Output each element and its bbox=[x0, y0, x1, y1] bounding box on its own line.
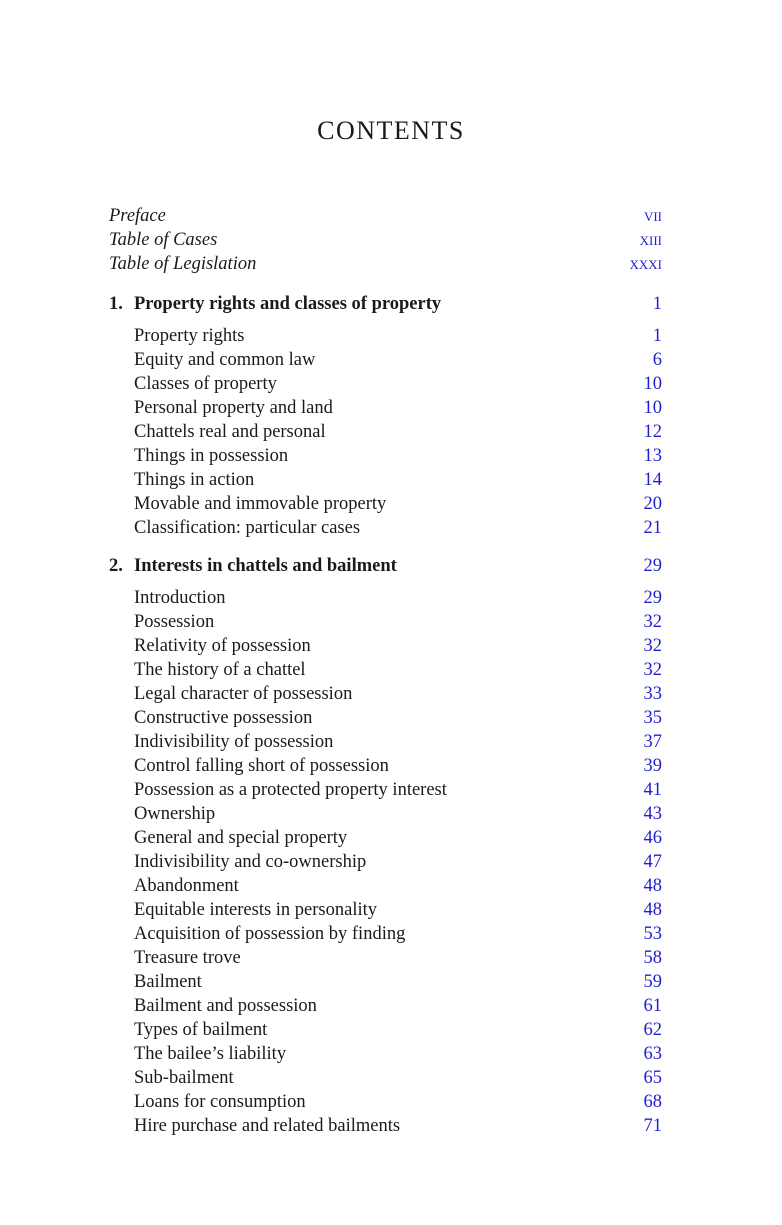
section-label: Relativity of possession bbox=[134, 636, 311, 656]
section-label: Personal property and land bbox=[134, 398, 333, 418]
section-label: Things in action bbox=[134, 470, 255, 490]
chapter-number: 1. bbox=[109, 294, 123, 314]
section-page-link[interactable]: 68 bbox=[643, 1092, 662, 1112]
section-label: Treasure trove bbox=[134, 948, 241, 968]
section-label: Indivisibility of possession bbox=[134, 732, 334, 752]
section-label: Control falling short of possession bbox=[134, 756, 389, 776]
toc-section-entry[interactable] bbox=[109, 468, 662, 492]
section-label: Property rights bbox=[134, 326, 245, 346]
toc-section-entry[interactable] bbox=[109, 1114, 662, 1138]
entry-page-link[interactable]: xxxi bbox=[629, 254, 662, 274]
toc-section-entry[interactable] bbox=[109, 372, 662, 396]
toc-section-entry[interactable] bbox=[109, 492, 662, 516]
chapter-title: Property rights and classes of property bbox=[134, 294, 442, 314]
section-label: Classes of property bbox=[134, 374, 277, 394]
toc-section-entry[interactable] bbox=[109, 1066, 662, 1090]
section-page-link[interactable]: 10 bbox=[643, 374, 662, 394]
section-label: Introduction bbox=[134, 588, 226, 608]
toc-section-entry[interactable] bbox=[109, 610, 662, 634]
section-page-link[interactable]: 14 bbox=[643, 470, 662, 490]
toc-chapter-entry[interactable] bbox=[109, 554, 662, 578]
section-label: Possession as a protected property interest bbox=[134, 780, 447, 800]
section-page-link[interactable]: 13 bbox=[643, 446, 662, 466]
toc-section-entry[interactable] bbox=[109, 922, 662, 946]
spacer bbox=[109, 578, 662, 586]
section-page-link[interactable]: 10 bbox=[643, 398, 662, 418]
section-page-link[interactable]: 12 bbox=[643, 422, 662, 442]
toc-section-entry[interactable] bbox=[109, 1042, 662, 1066]
spacer bbox=[109, 540, 662, 554]
section-label: The bailee’s liability bbox=[134, 1044, 287, 1064]
section-page-link[interactable]: 39 bbox=[643, 756, 662, 776]
toc-section-entry[interactable] bbox=[109, 706, 662, 730]
chapter-page-link[interactable]: 1 bbox=[652, 294, 662, 314]
section-page-link[interactable]: 53 bbox=[643, 924, 662, 944]
section-page-link[interactable]: 71 bbox=[643, 1116, 662, 1136]
section-page-link[interactable]: 1 bbox=[652, 326, 662, 346]
page-title: CONTENTS bbox=[317, 116, 465, 145]
section-page-link[interactable]: 63 bbox=[643, 1044, 662, 1064]
toc-section-entry[interactable] bbox=[109, 396, 662, 420]
section-page-link[interactable]: 33 bbox=[643, 684, 662, 704]
section-label: Legal character of possession bbox=[134, 684, 353, 704]
section-label: The history of a chattel bbox=[134, 660, 306, 680]
entry-label: Preface bbox=[109, 206, 166, 226]
toc-section-entry[interactable] bbox=[109, 850, 662, 874]
section-label: Ownership bbox=[134, 804, 216, 824]
section-page-link[interactable]: 65 bbox=[643, 1068, 662, 1088]
chapter-heading bbox=[109, 292, 441, 316]
entry-label: Table of Legislation bbox=[109, 254, 257, 274]
section-label: Bailment and possession bbox=[134, 996, 317, 1016]
toc-section-entry[interactable] bbox=[109, 658, 662, 682]
section-label: Sub-bailment bbox=[134, 1068, 234, 1088]
section-page-link[interactable]: 62 bbox=[643, 1020, 662, 1040]
section-label: Types of bailment bbox=[134, 1020, 268, 1040]
section-page-link[interactable]: 61 bbox=[643, 996, 662, 1016]
toc-chapter-entry[interactable] bbox=[109, 292, 662, 316]
table-of-contents bbox=[109, 204, 662, 1138]
section-label: General and special property bbox=[134, 828, 348, 848]
section-label: Equitable interests in personality bbox=[134, 900, 378, 920]
section-page-link[interactable]: 41 bbox=[643, 780, 662, 800]
toc-section-entry[interactable] bbox=[109, 970, 662, 994]
toc-section-entry[interactable] bbox=[109, 730, 662, 754]
section-page-link[interactable]: 6 bbox=[652, 350, 662, 370]
toc-section-entry[interactable] bbox=[109, 586, 662, 610]
section-page-link[interactable]: 32 bbox=[643, 636, 662, 656]
section-label: Possession bbox=[134, 612, 215, 632]
section-page-link[interactable]: 35 bbox=[643, 708, 662, 728]
toc-section-entry[interactable] bbox=[109, 946, 662, 970]
toc-section-entry[interactable] bbox=[109, 682, 662, 706]
entry-label: Table of Cases bbox=[109, 230, 218, 250]
toc-section-entry[interactable] bbox=[109, 516, 662, 540]
section-page-link[interactable]: 46 bbox=[643, 828, 662, 848]
section-page-link[interactable]: 21 bbox=[643, 518, 662, 538]
section-label: Abandonment bbox=[134, 876, 239, 896]
toc-section-entry[interactable] bbox=[109, 802, 662, 826]
toc-section-entry[interactable] bbox=[109, 898, 662, 922]
section-label: Bailment bbox=[134, 972, 202, 992]
section-page-link[interactable]: 48 bbox=[643, 900, 662, 920]
section-page-link[interactable]: 20 bbox=[643, 494, 662, 514]
section-label: Chattels real and personal bbox=[134, 422, 326, 442]
section-page-link[interactable]: 59 bbox=[643, 972, 662, 992]
toc-section-entry[interactable] bbox=[109, 420, 662, 444]
toc-section-entry[interactable] bbox=[109, 994, 662, 1018]
entry-page-link[interactable]: vii bbox=[643, 206, 662, 226]
toc-section-entry[interactable] bbox=[109, 754, 662, 778]
section-label: Hire purchase and related bailments bbox=[134, 1116, 401, 1136]
chapter-number: 2. bbox=[109, 556, 123, 576]
toc-section-entry[interactable] bbox=[109, 826, 662, 850]
chapter-heading bbox=[109, 554, 397, 578]
toc-section-entry[interactable] bbox=[109, 778, 662, 802]
toc-section-entry[interactable] bbox=[109, 324, 662, 348]
entry-page-link[interactable]: xiii bbox=[639, 230, 662, 250]
spacer bbox=[109, 316, 662, 324]
section-label: Classification: particular cases bbox=[134, 518, 361, 538]
section-page-link[interactable]: 58 bbox=[643, 948, 662, 968]
section-page-link[interactable]: 29 bbox=[643, 588, 662, 608]
toc-front-entry[interactable] bbox=[109, 252, 662, 276]
toc-section-entry[interactable] bbox=[109, 1090, 662, 1114]
section-label: Constructive possession bbox=[134, 708, 313, 728]
toc-front-entry[interactable] bbox=[109, 228, 662, 252]
section-label: Movable and immovable property bbox=[134, 494, 387, 514]
toc-section-entry[interactable] bbox=[109, 444, 662, 468]
section-label: Loans for consumption bbox=[134, 1092, 306, 1112]
section-page-link[interactable]: 47 bbox=[643, 852, 662, 872]
spacer bbox=[109, 276, 662, 292]
section-label: Acquisition of possession by finding bbox=[134, 924, 406, 944]
toc-section-entry[interactable] bbox=[109, 1018, 662, 1042]
section-page-link[interactable]: 32 bbox=[643, 612, 662, 632]
section-label: Things in possession bbox=[134, 446, 289, 466]
toc-front-entry[interactable] bbox=[109, 204, 662, 228]
section-label: Indivisibility and co-ownership bbox=[134, 852, 367, 872]
section-page-link[interactable]: 43 bbox=[643, 804, 662, 824]
section-page-link[interactable]: 37 bbox=[643, 732, 662, 752]
toc-section-entry[interactable] bbox=[109, 634, 662, 658]
section-label: Equity and common law bbox=[134, 350, 316, 370]
toc-section-entry[interactable] bbox=[109, 874, 662, 898]
section-page-link[interactable]: 32 bbox=[643, 660, 662, 680]
toc-section-entry[interactable] bbox=[109, 348, 662, 372]
chapter-title: Interests in chattels and bailment bbox=[134, 556, 397, 576]
section-page-link[interactable]: 48 bbox=[643, 876, 662, 896]
chapter-page-link[interactable]: 29 bbox=[643, 556, 662, 576]
